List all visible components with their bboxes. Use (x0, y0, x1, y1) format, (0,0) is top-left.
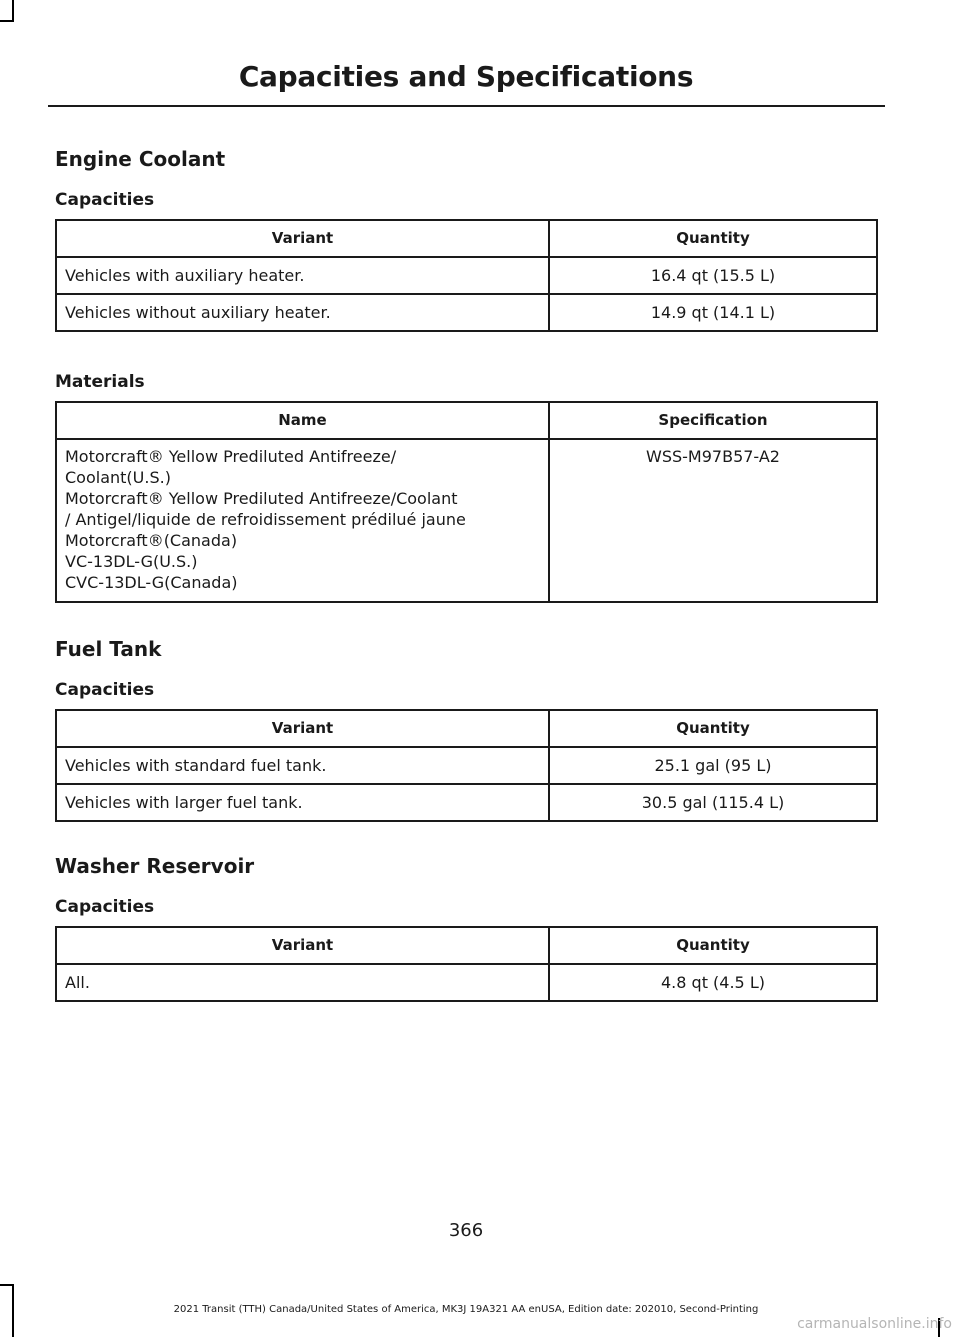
engine-coolant-materials-heading: Materials (55, 372, 145, 392)
engine-coolant-materials-table (55, 401, 878, 603)
crop-mark-bottom-left (0, 1284, 14, 1286)
column-header-variant: Variant (56, 710, 549, 747)
quantity-cell: 25.1 gal (95 L) (549, 747, 877, 784)
washer-reservoir-heading: Washer Reservoir (55, 854, 255, 878)
column-header-quantity: Quantity (549, 710, 877, 747)
page-title: Capacities and Specifications (238, 60, 694, 93)
engine-coolant-capacities-table (55, 219, 878, 332)
table-header-row (56, 402, 877, 439)
fuel-tank-heading: Fuel Tank (55, 637, 162, 661)
specification-cell: WSS-M97B57-A2 (549, 439, 877, 602)
variant-cell: Vehicles with standard fuel tank. (56, 747, 549, 784)
column-header-quantity: Quantity (549, 927, 877, 964)
variant-cell: Vehicles with larger fuel tank. (56, 784, 549, 821)
footer-edition-text: 2021 Transit (TTH) Canada/United States of America, MK3J 19A321 AA enUSA, Edition date: 202010, Second-Printing (173, 1304, 759, 1315)
engine-coolant-heading: Engine Coolant (55, 147, 226, 171)
washer-reservoir-capacities-heading: Capacities (55, 897, 155, 917)
table-header-row (56, 927, 877, 964)
quantity-cell: 30.5 gal (115.4 L) (549, 784, 877, 821)
crop-mark-top-left (0, 20, 14, 22)
washer-reservoir-capacities-table (55, 926, 878, 1002)
variant-cell: Vehicles with auxiliary heater. (56, 257, 549, 294)
column-header-specification: Specification (549, 402, 877, 439)
fuel-tank-capacities-table (55, 709, 878, 822)
table-row (56, 439, 877, 602)
material-name-line: VC-13DL-G(U.S.) (65, 552, 198, 571)
fuel-tank-capacities-heading: Capacities (55, 680, 155, 700)
material-name-cell (56, 439, 549, 602)
column-header-name: Name (56, 402, 549, 439)
table-row (56, 784, 877, 821)
variant-cell: Vehicles without auxiliary heater. (56, 294, 549, 331)
material-name-line: / Antigel/liquide de refroidissement prédilué jaune (65, 510, 466, 529)
material-name-line: Motorcraft® Yellow Prediluted Antifreeze/Coolant (65, 489, 458, 508)
quantity-cell: 16.4 qt (15.5 L) (549, 257, 877, 294)
material-name-line: Motorcraft® Yellow Prediluted Antifreeze/ (65, 447, 397, 466)
material-name-line: CVC-13DL-G(Canada) (65, 573, 238, 592)
table-row (56, 964, 877, 1001)
quantity-cell: 4.8 qt (4.5 L) (549, 964, 877, 1001)
table-row (56, 747, 877, 784)
table-row (56, 294, 877, 331)
table-header-row (56, 220, 877, 257)
table-row (56, 257, 877, 294)
quantity-cell: 14.9 qt (14.1 L) (549, 294, 877, 331)
column-header-variant: Variant (56, 220, 549, 257)
column-header-quantity: Quantity (549, 220, 877, 257)
page-number: 366 (448, 1220, 484, 1241)
table-header-row (56, 710, 877, 747)
crop-mark-top-left (12, 0, 14, 22)
material-name-line: Coolant(U.S.) (65, 468, 171, 487)
engine-coolant-capacities-heading: Capacities (55, 190, 155, 210)
material-name-line: Motorcraft®(Canada) (65, 531, 238, 550)
variant-cell: All. (56, 964, 549, 1001)
watermark: carmanualsonline.info (797, 1316, 952, 1332)
title-divider (48, 105, 885, 107)
column-header-variant: Variant (56, 927, 549, 964)
